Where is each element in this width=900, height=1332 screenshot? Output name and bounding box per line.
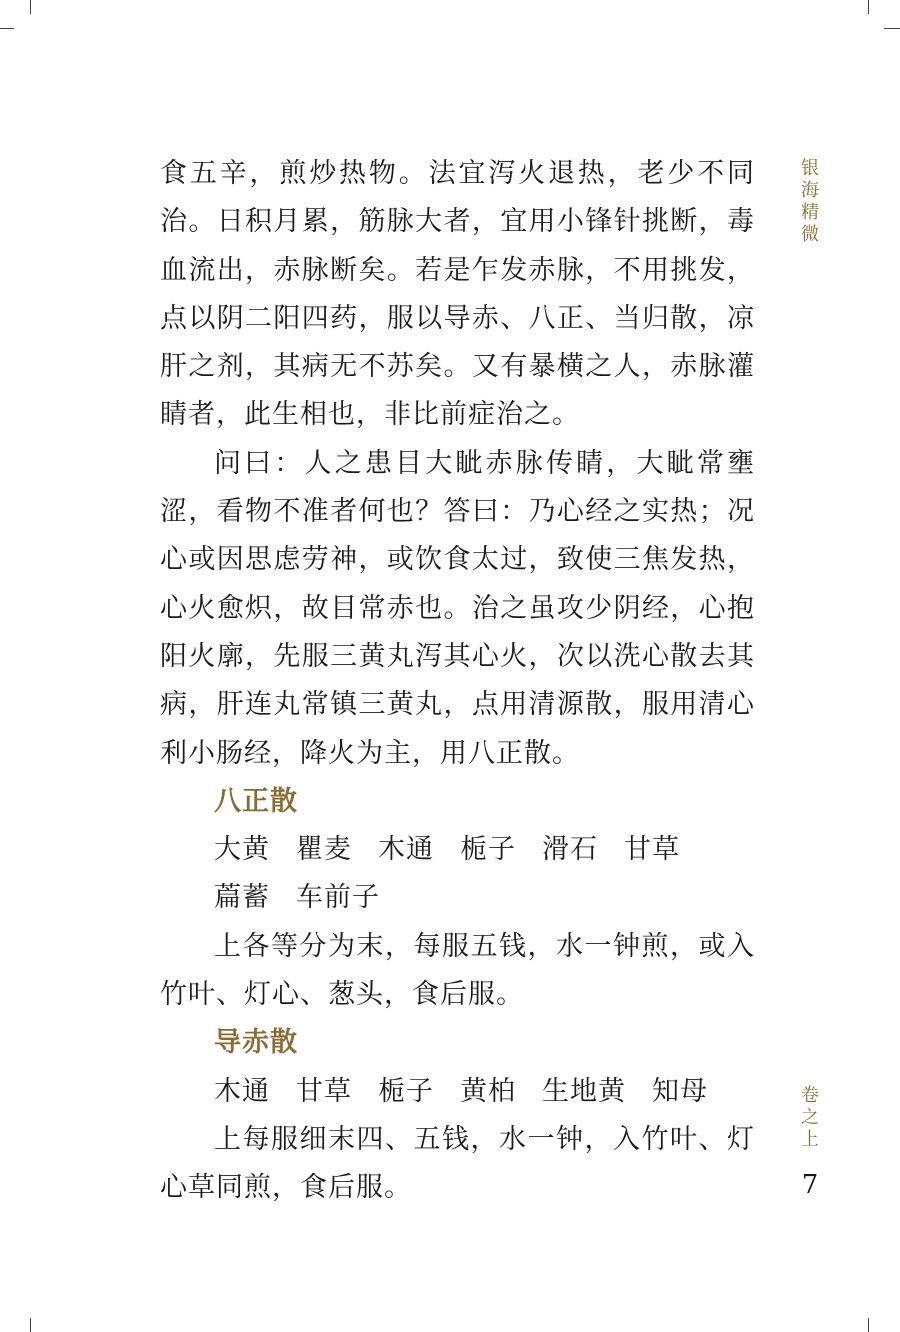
running-head-char: 海 [801, 180, 819, 201]
crop-mark-bottom-left [30, 1318, 31, 1332]
ingredient: 瞿麦 [296, 834, 352, 866]
ingredient: 滑石 [542, 834, 598, 866]
ingredient: 大黄 [214, 834, 270, 866]
page-body [160, 150, 755, 1213]
crop-mark-top-right-h [884, 28, 900, 29]
ingredient-list [160, 826, 755, 923]
ingredient: 甘草 [296, 1075, 352, 1107]
ingredient: 车前子 [296, 882, 380, 914]
crop-mark-top-right [868, 0, 869, 14]
ingredient: 甘草 [624, 834, 680, 866]
ingredient-list [160, 1068, 755, 1116]
formula-title-daochisan: 导赤散 [214, 1027, 298, 1059]
ingredient: 生地黄 [542, 1075, 626, 1107]
ingredient: 黄柏 [460, 1075, 516, 1107]
ingredient: 木通 [214, 1075, 270, 1107]
ingredient: 知母 [652, 1075, 708, 1107]
crop-mark-top-left-h [0, 28, 14, 29]
page-number: 7 [801, 1170, 819, 1200]
preparation-method: 上每服细末四、五钱，水一钟，入竹叶、灯心草同煎，食后服。 [160, 1123, 755, 1204]
ingredient: 栀子 [460, 834, 516, 866]
running-head-char: 卷 [801, 1085, 819, 1106]
running-head-char: 之 [801, 1107, 819, 1128]
formula-title-bazhengsan: 八正散 [214, 785, 298, 817]
running-head-volume [795, 1085, 825, 1151]
running-head-char: 精 [801, 202, 819, 223]
ingredient: 萹蓄 [214, 882, 270, 914]
ingredient: 木通 [378, 834, 434, 866]
preparation-method: 上各等分为末，每服五钱，水一钟煎，或入竹叶、灯心、葱头，食后服。 [160, 930, 755, 1011]
paragraph: 问曰：人之患目大眦赤脉传睛，大眦常壅涩，看物不准者何也？答曰：乃心经之实热；况心或因思虑劳神，或饮食太过，致使三焦发热，心火愈炽，故目常赤也。治之虽攻少阴经，心抱阳火廓，先服三黄丸泻其心火，次以洗心散去其病，肝连丸常镇三黄丸，点用清源散，服用清心利小肠经，降火为主，用八正散。 [160, 447, 755, 769]
ingredient: 栀子 [378, 1075, 434, 1107]
running-head-book-title [795, 158, 825, 246]
paragraph: 食五辛，煎炒热物。法宜泻火退热，老少不同治。日积月累，筋脉大者，宜用小锋针挑断，毒血流出，赤脉断矣。若是乍发赤脉，不用挑发，点以阴二阳四药，服以导赤、八正、当归散，凉肝之剂，其病无不苏矣。又有暴横之人，赤脉灌睛者，此生相也，非比前症治之。 [160, 158, 755, 431]
crop-mark-top-left [30, 0, 31, 14]
running-head-char: 银 [801, 158, 819, 179]
running-head-char: 上 [801, 1129, 819, 1150]
crop-mark-bottom-right [868, 1318, 869, 1332]
running-head-char: 微 [801, 224, 819, 245]
